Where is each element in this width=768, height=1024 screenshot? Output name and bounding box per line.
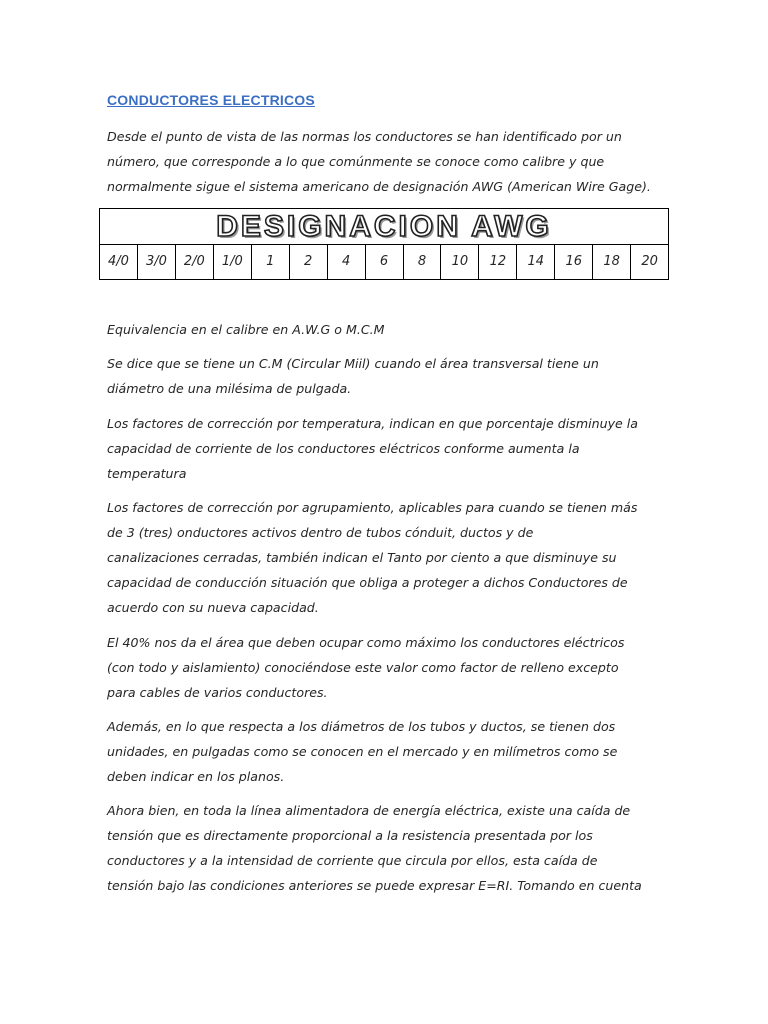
text-line: número, que corresponde a lo que comúnmente se conoce como calibre y que xyxy=(107,154,605,169)
text-line: unidades, en pulgadas como se conocen en el mercado y en milímetros como se xyxy=(107,744,618,759)
text-line: diámetro de una milésima de pulgada. xyxy=(107,381,352,396)
awg-gauge-cell: 3/0 xyxy=(138,244,176,279)
text-line: Ahora bien, en toda la línea alimentadora de energía eléctrica, existe una caída de xyxy=(107,803,631,818)
text-line: temperatura xyxy=(107,466,187,481)
text-line: acuerdo con su nueva capacidad. xyxy=(107,600,319,615)
equivalence-paragraph xyxy=(107,317,659,342)
fill-factor-paragraph xyxy=(107,630,659,705)
text-line: capacidad de corriente de los conductores eléctricos conforme aumenta la xyxy=(107,441,580,456)
text-line: Los factores de corrección por agrupamiento, aplicables para cuando se tienen más xyxy=(107,500,638,515)
text-line: canalizaciones cerradas, también indican el Tanto por ciento a que disminuye su xyxy=(107,550,617,565)
awg-title-row xyxy=(100,209,668,245)
awg-gauge-cell: 14 xyxy=(517,244,555,279)
awg-gauge-cell: 4/0 xyxy=(100,244,138,279)
text-line: tensión bajo las condiciones anteriores se puede expresar E=RI. Tomando en cuenta xyxy=(107,878,642,893)
awg-gauge-cell: 16 xyxy=(555,244,593,279)
text-line: deben indicar en los planos. xyxy=(107,769,285,784)
text-line: Además, en lo que respecta a los diámetros de los tubos y ductos, se tienen dos xyxy=(107,719,616,734)
awg-table-title: DESIGNACION AWG xyxy=(216,209,552,243)
grouping-factor-paragraph xyxy=(107,495,659,620)
awg-gauge-cell: 8 xyxy=(404,244,442,279)
awg-gauge-cell: 10 xyxy=(441,244,479,279)
awg-gauge-cell: 1 xyxy=(252,244,290,279)
awg-gauge-cell: 1/0 xyxy=(214,244,252,279)
text-line: normalmente sigue el sistema americano de designación AWG (American Wire Gage). xyxy=(107,179,651,194)
text-line: Se dice que se tiene un C.M (Circular Miil) cuando el área transversal tiene un xyxy=(107,356,599,371)
awg-gauge-cell: 18 xyxy=(593,244,631,279)
awg-gauge-cell: 20 xyxy=(641,254,658,269)
text-line: Desde el punto de vista de las normas los conductores se han identificado por un xyxy=(107,129,622,144)
text-line: Los factores de corrección por temperatura, indican en que porcentaje disminuye la xyxy=(107,416,639,431)
awg-gauge-cell: 2/0 xyxy=(176,244,214,279)
text-line: tensión que es directamente proporcional a la resistencia presentada por los xyxy=(107,828,593,843)
text-line: Equivalencia en el calibre en A.W.G o M.C.M xyxy=(107,322,385,337)
text-line: capacidad de conducción situación que obliga a proteger a dichos Conductores de xyxy=(107,575,628,590)
text-line: (con todo y aislamiento) conociéndose este valor como factor de relleno excepto xyxy=(107,660,619,675)
awg-designation-table xyxy=(99,208,669,280)
intro-paragraph xyxy=(107,124,659,199)
text-line: para cables de varios conductores. xyxy=(107,685,328,700)
temperature-factor-paragraph xyxy=(107,411,659,486)
section-heading: CONDUCTORES ELECTRICOS xyxy=(107,92,315,108)
circular-mil-paragraph xyxy=(107,351,659,401)
awg-gauge-row xyxy=(100,244,668,279)
text-line: conductores y a la intensidad de corriente que circula por ellos, esta caída de xyxy=(107,853,598,868)
duct-diameter-paragraph xyxy=(107,714,659,789)
voltage-drop-paragraph xyxy=(107,798,659,898)
text-line: de 3 (tres) onductores activos dentro de tubos cónduit, ductos y de xyxy=(107,525,534,540)
awg-gauge-cell: 6 xyxy=(366,244,404,279)
awg-gauge-cell: 12 xyxy=(479,244,517,279)
awg-gauge-cell: 2 xyxy=(290,244,328,279)
text-line: El 40% nos da el área que deben ocupar como máximo los conductores eléctricos xyxy=(107,635,625,650)
awg-gauge-cell: 4 xyxy=(328,244,366,279)
